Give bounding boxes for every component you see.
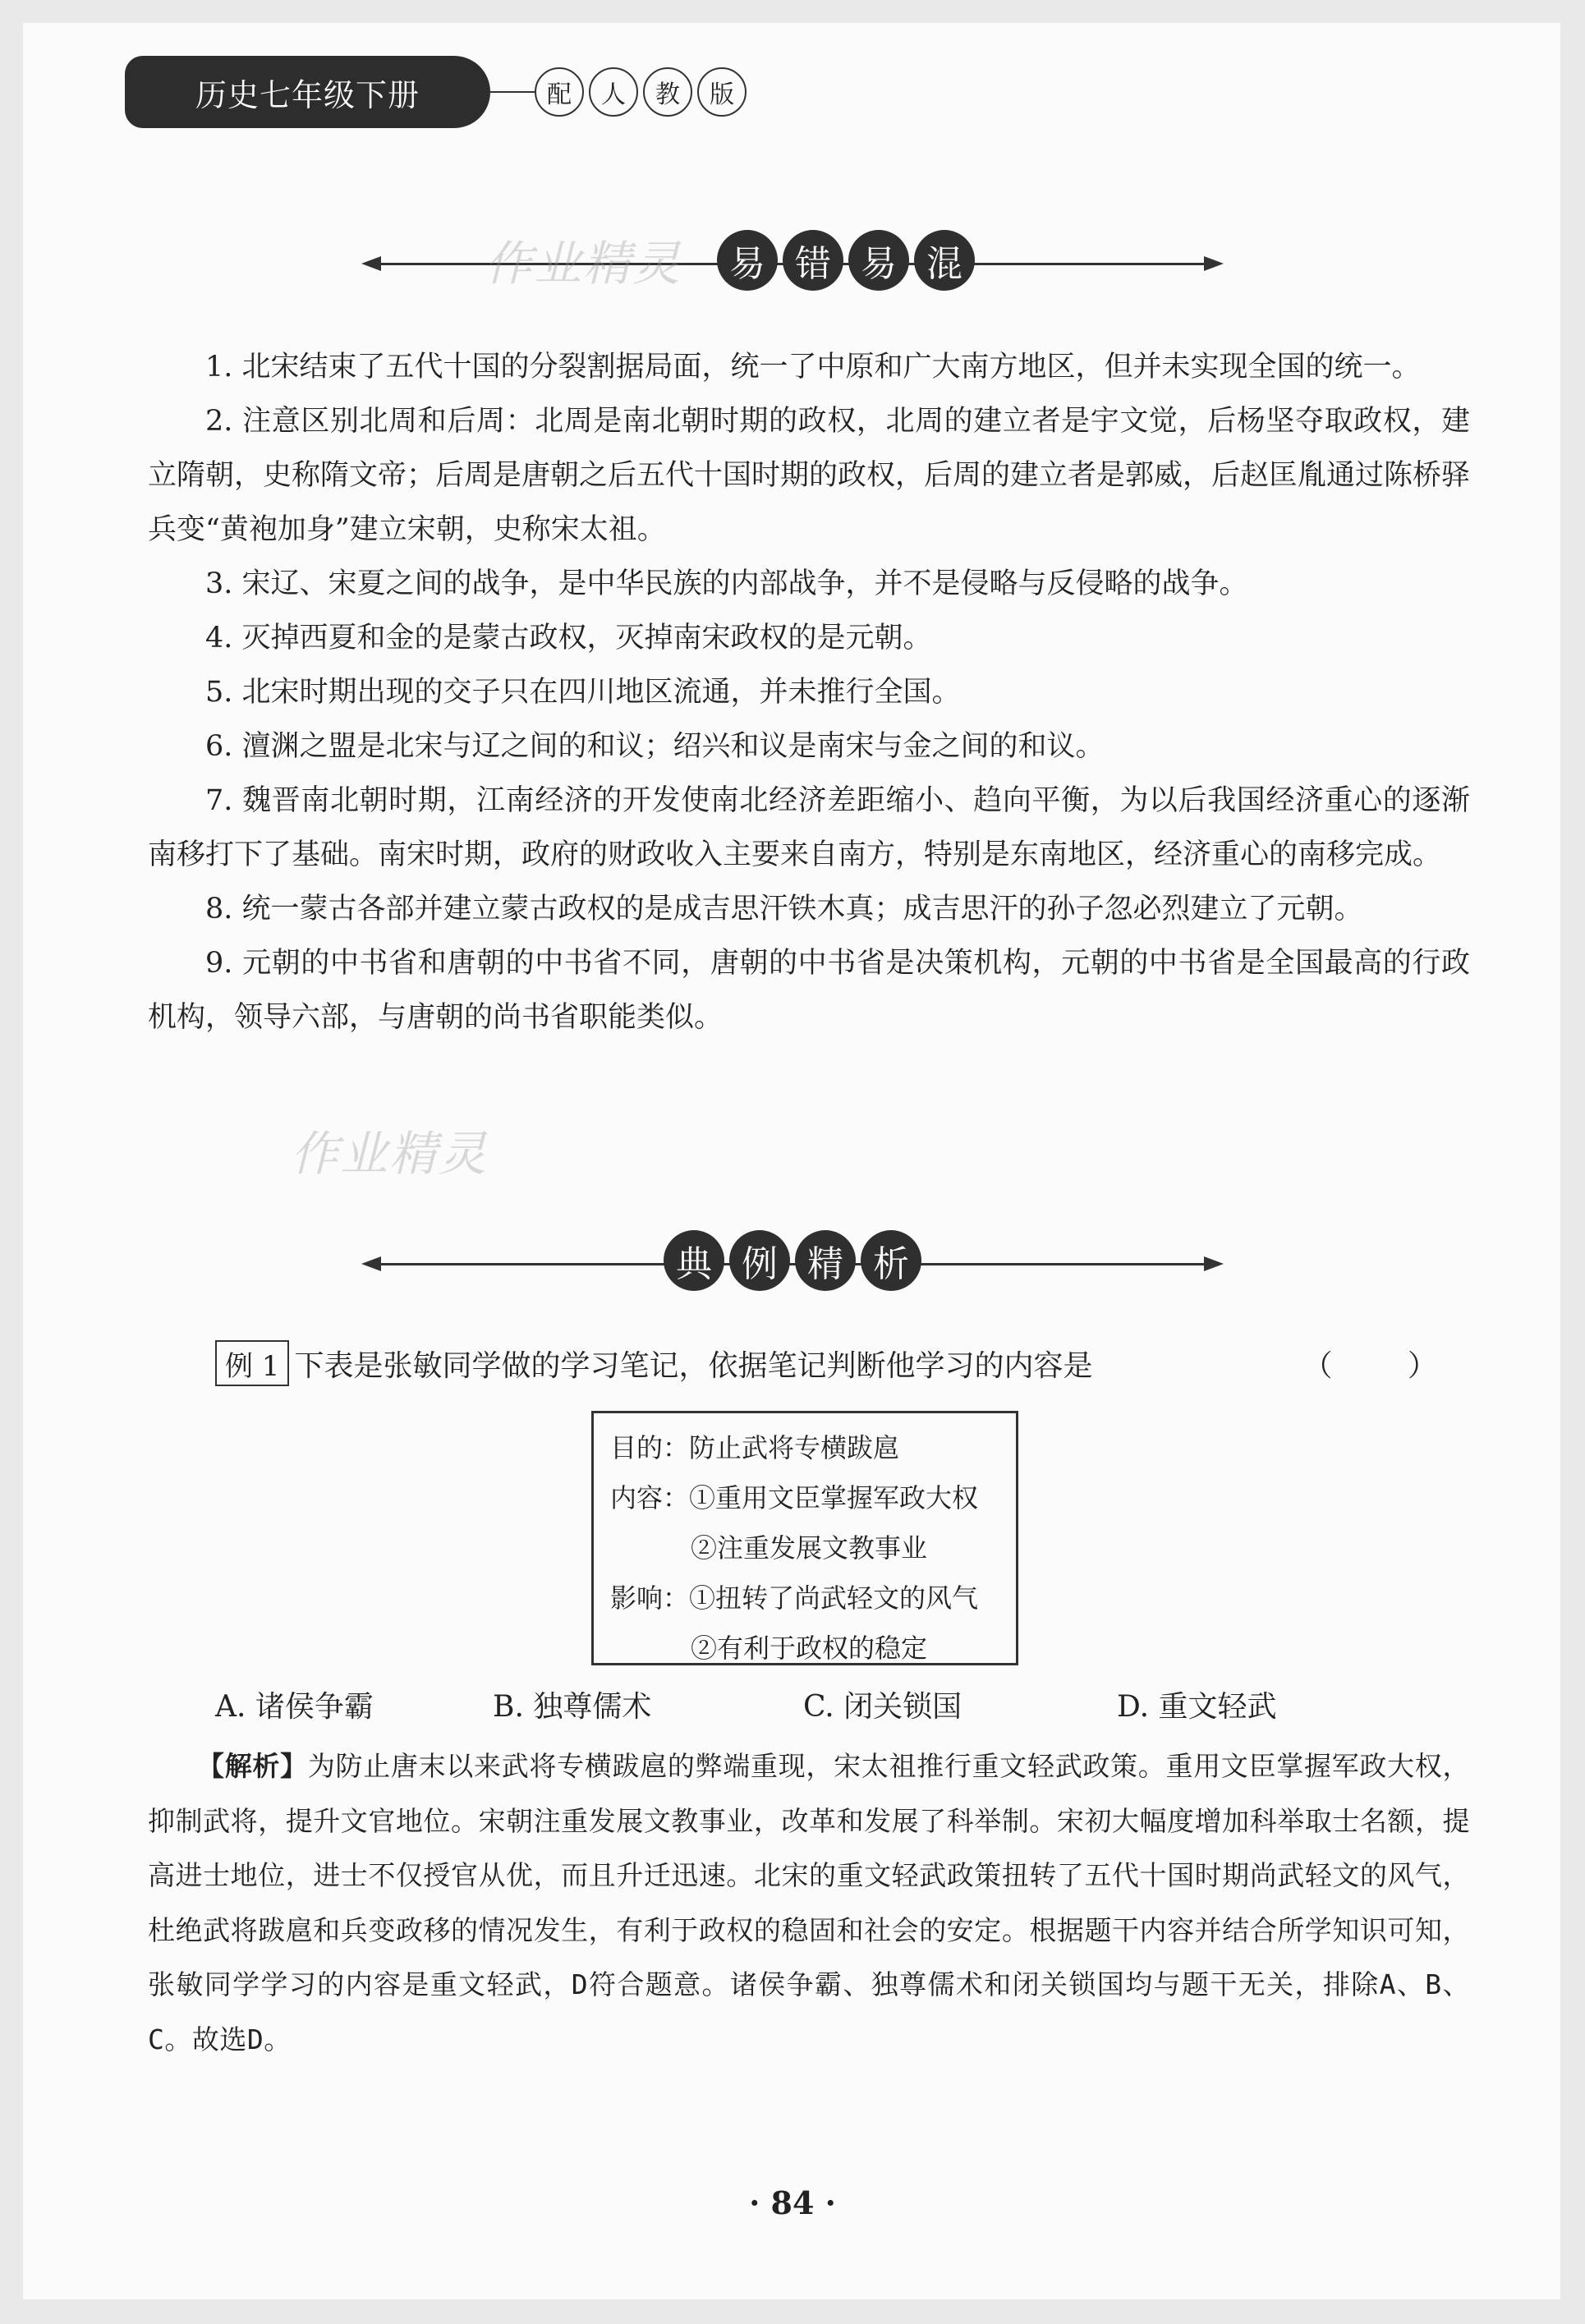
- point-item: 7. 魏晋南北朝时期，江南经济的开发使南北经济差距缩小、趋向平衡，为以后我国经济重心的逐渐南移打下了基础。南宋时期，政府的财政收入主要来自南方，特别是东南地区，经济重心的南移完成。: [148, 784, 1470, 871]
- example-question: [215, 1340, 1470, 1386]
- option-c: C. 闭关锁国: [803, 1690, 962, 1724]
- note-line: ②注重发展文教事业: [691, 1532, 928, 1564]
- section-title-examples: [291, 1126, 1224, 1296]
- points-list: [148, 340, 1470, 1045]
- title-char: 易: [848, 230, 909, 291]
- edition-badge: 版: [697, 67, 747, 117]
- point-item: 2. 注意区别北周和后周：北周是南北朝时期的政权，北周的建立者是宇文觉，后杨坚夺取政权，建立隋朝，史称隋文帝；后周是唐朝之后五代十国时期的政权，后周的建立者是郭威，后赵匡胤通过陈桥驿兵变“黄袍加身”建立宋朝，史称宋太祖。: [148, 405, 1471, 546]
- point-item: 3. 宋辽、宋夏之间的战争，是中华民族的内部战争，并不是侵略与反侵略的战争。: [205, 567, 1248, 600]
- answer-paren: （ ）: [1302, 1348, 1470, 1383]
- point-item: 9. 元朝的中书省和唐朝的中书省不同，唐朝的中书省是决策机构，元朝的中书省是全国最高的行政机构，领导六部，与唐朝的尚书省职能类似。: [148, 947, 1470, 1034]
- title-char: 精: [795, 1230, 856, 1291]
- title-char: 典: [664, 1230, 724, 1291]
- option-b: B. 独尊儒术: [493, 1690, 652, 1724]
- title-char: 错: [783, 230, 843, 291]
- point-item: 6. 澶渊之盟是北宋与辽之间的和议；绍兴和议是南宋与金之间的和议。: [205, 730, 1105, 763]
- edition-badge: 教: [643, 67, 692, 117]
- option-a: A. 诸侯争霸: [215, 1690, 374, 1724]
- note-line: 影响：①扭转了尚武轻文的风气: [610, 1582, 979, 1614]
- edition-badges: [535, 67, 747, 117]
- arrow-right-icon: [1204, 1256, 1224, 1271]
- analysis-text: [148, 1739, 1470, 2067]
- section-title-chars: [664, 1230, 921, 1291]
- header-connector: [490, 91, 535, 93]
- section-title-error-prone: [361, 230, 1224, 296]
- page-number: · 84 ·: [749, 2184, 836, 2221]
- example-tag: 例 1: [215, 1340, 289, 1386]
- point-item: 5. 北宋时期出现的交子只在四川地区流通，并未推行全国。: [205, 676, 961, 709]
- page-header: [125, 54, 747, 130]
- watermark: 作业精灵: [291, 1126, 489, 1182]
- study-note-box: [591, 1411, 1018, 1665]
- analysis-label: 【解析】: [197, 1750, 308, 1782]
- answer-options: [215, 1683, 1365, 1725]
- point-item: 1. 北宋结束了五代十国的分裂割据局面，统一了中原和广大南方地区，但并未实现全国的统一。: [205, 351, 1421, 384]
- point-item: 4. 灭掉西夏和金的是蒙古政权，灭掉南宋政权的是元朝。: [205, 622, 932, 654]
- note-line: ②有利于政权的稳定: [691, 1633, 928, 1664]
- analysis-body: 为防止唐末以来武将专横跋扈的弊端重现，宋太祖推行重文轻武政策。重用文臣掌握军政大权，抑制武将，提升文官地位。宋朝注重发展文教事业，改革和发展了科举制。宋初大幅度增加科举取士名额，提高进士地位，进士不仅授官从优，而且升迁迅速。北宋的重文轻武政策扭转了五代十国时期尚武轻文的风气，杜绝武将跋扈和兵变政移的情况发生，有利于政权的稳固和社会的安定。根据题干内容并结合所学知识可知，张敏同学学习的内容是重文轻武，D符合题意。诸侯争霸、独尊儒术和闭关锁国均与题干无关，排除A、B、C。故选D。: [148, 1750, 1471, 2055]
- arrow-right-icon: [1204, 256, 1224, 271]
- title-char: 例: [729, 1230, 790, 1291]
- watermark: 作业精灵: [485, 236, 682, 292]
- edition-badge: 人: [589, 67, 638, 117]
- section-title-chars: [717, 230, 975, 291]
- option-d: D. 重文轻武: [1117, 1690, 1277, 1724]
- note-line: 内容：①重用文臣掌握军政大权: [610, 1482, 979, 1513]
- book-title: 历史七年级下册: [125, 56, 490, 128]
- edition-badge: 配: [535, 67, 584, 117]
- title-char: 易: [717, 230, 778, 291]
- point-item: 8. 统一蒙古各部并建立蒙古政权的是成吉思汗铁木真；成吉思汗的孙子忽必烈建立了元朝。: [205, 893, 1363, 925]
- note-line: 目的：防止武将专横跋扈: [610, 1432, 900, 1463]
- title-char: 析: [861, 1230, 921, 1291]
- title-char: 混: [914, 230, 975, 291]
- question-text: 下表是张敏同学做的学习笔记，依据笔记判断他学习的内容是: [294, 1348, 1093, 1383]
